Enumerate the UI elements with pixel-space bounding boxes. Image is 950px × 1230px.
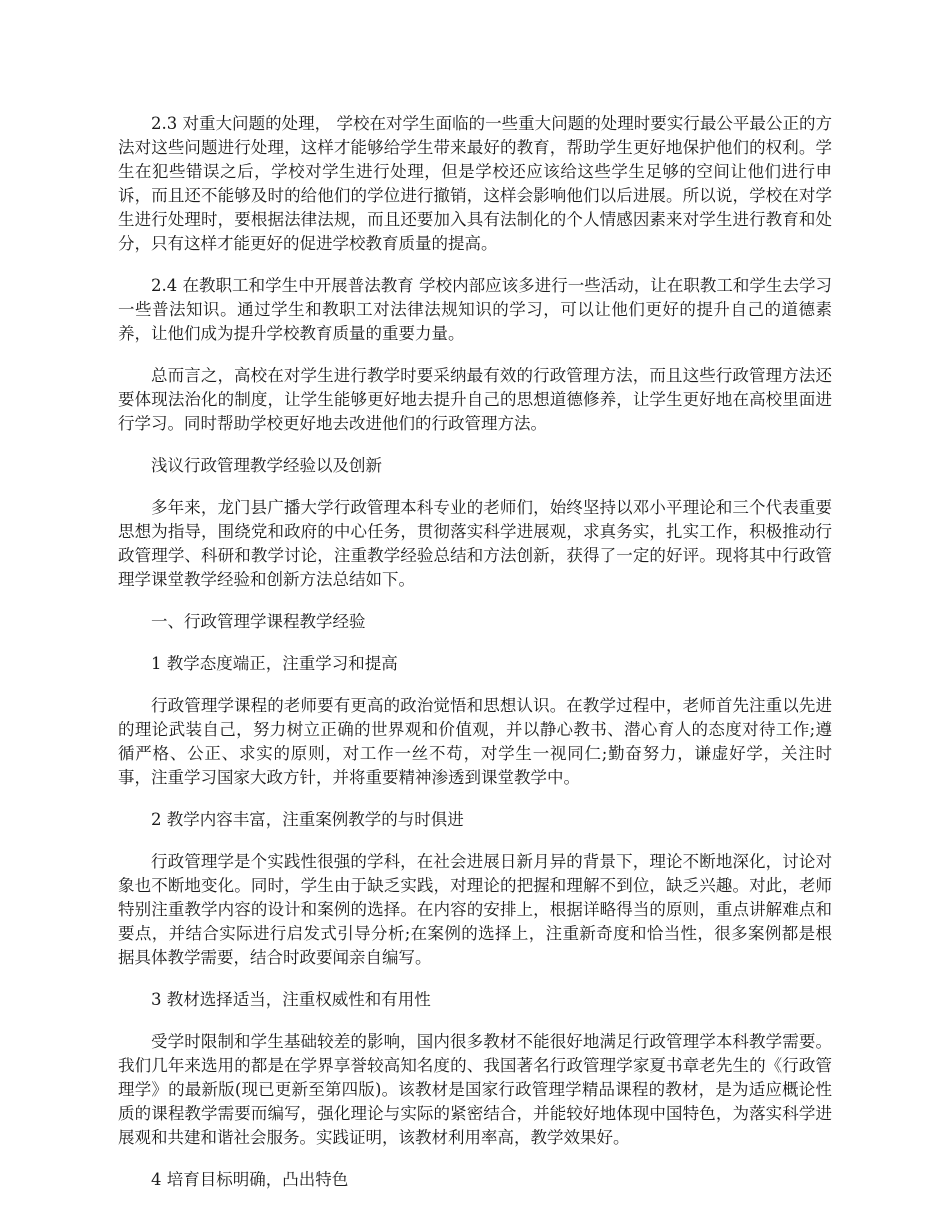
subheading-1: 1 教学态度端正，注重学习和提高	[151, 654, 398, 673]
paragraph-2-3: 2.3 对重大问题的处理， 学校在对学生面临的一些重大问题的处理时要实行最公平最公正的方法对这些问题进行处理，这样才能够给学生带来最好的教育，帮助学生更好地保护他们的权利。学生在犯些错误之后，学校对学生进行处理，但是学校还应该给这些学生足够的空间让他们进行申诉，而且还不能够及时的给他们的学位进行撤销，这样会影响他们以后进展。所以说，学校在对学生进行处理时，要根据法律法规，而且还要加入具有法制化的个人情感因素来对学生进行教育和处分，只有这样才能更好的促进学校教育质量的提高。	[118, 114, 832, 253]
article-title: 浅议行政管理教学经验以及创新	[151, 456, 382, 475]
paragraph-teaching-content: 行政管理学是个实践性很强的学科，在社会进展日新月异的背景下，理论不断地深化，讨论对象也不断地变化。同时，学生由于缺乏实践，对理论的把握和理解不到位，缺乏兴趣。对此，老师特别注重教学内容的设计和案例的选择。在内容的安排上，根据详略得当的原则，重点讲解难点和要点，并结合实际进行启发式引导分析;在案例的选择上，注重新奇度和恰当性，很多案例都是根据具体教学需要，结合时政要闻亲自编写。	[118, 852, 832, 967]
subheading-4: 4 培育目标明确，凸出特色	[151, 1170, 349, 1189]
paragraph-textbook: 受学时限制和学生基础较差的影响，国内很多教材不能很好地满足行政管理学本科教学需要。我们几年来选用的都是在学界享誉较高知名度的、我国著名行政管理学家夏书章老先生的《行政管理学》的最新版(现已更新至第四版)。该教材是国家行政管理学精品课程的教材，是为适应概论性质的课程教学需要而编写，强化理论与实际的紧密结合，并能较好地体现中国特色，为落实科学进展观和共建和谐社会服务。实践证明，该教材利用率高，教学效果好。	[118, 1032, 832, 1147]
paragraph-teaching-attitude: 行政管理学课程的老师要有更高的政治觉悟和思想认识。在教学过程中，老师首先注重以先进的理论武装自己，努力树立正确的世界观和价值观，并以静心教书、潜心育人的态度对待工作;遵循严格、公正、求实的原则，对工作一丝不苟，对学生一视同仁;勤奋努力，谦虚好学，关注时事，注重学习国家大政方针，并将重要精神渗透到课堂教学中。	[118, 696, 832, 787]
section-heading-1: 一、行政管理学课程教学经验	[151, 612, 366, 631]
paragraph-2-4: 2.4 在教职工和学生中开展普法教育 学校内部应该多进行一些活动，让在职教工和学生去学习一些普法知识。通过学生和教职工对法律法规知识的学习，可以让他们更好的提升自己的道德素养，让他们成为提升学校教育质量的重要力量。	[118, 276, 832, 343]
paragraph-conclusion: 总而言之，高校在对学生进行教学时要采纳最有效的行政管理方法，而且这些行政管理方法还要体现法治化的制度，让学生能够更好地去提升自己的思想道德修养，让学生更好地在高校里面进行学习。同时帮助学校更好地去改进他们的行政管理方法。	[118, 366, 832, 433]
paragraph-intro: 多年来，龙门县广播大学行政管理本科专业的老师们，始终坚持以邓小平理论和三个代表重要思想为指导，围绕党和政府的中心任务，贯彻落实科学进展观，求真务实，扎实工作，积极推动行政管理学、科研和教学讨论，注重教学经验总结和方法创新，获得了一定的好评。现将其中行政管理学课堂教学经验和创新方法总结如下。	[118, 498, 832, 589]
subheading-2: 2 教学内容丰富，注重案例教学的与时俱进	[151, 810, 464, 829]
subheading-3: 3 教材选择适当，注重权威性和有用性	[151, 990, 431, 1009]
